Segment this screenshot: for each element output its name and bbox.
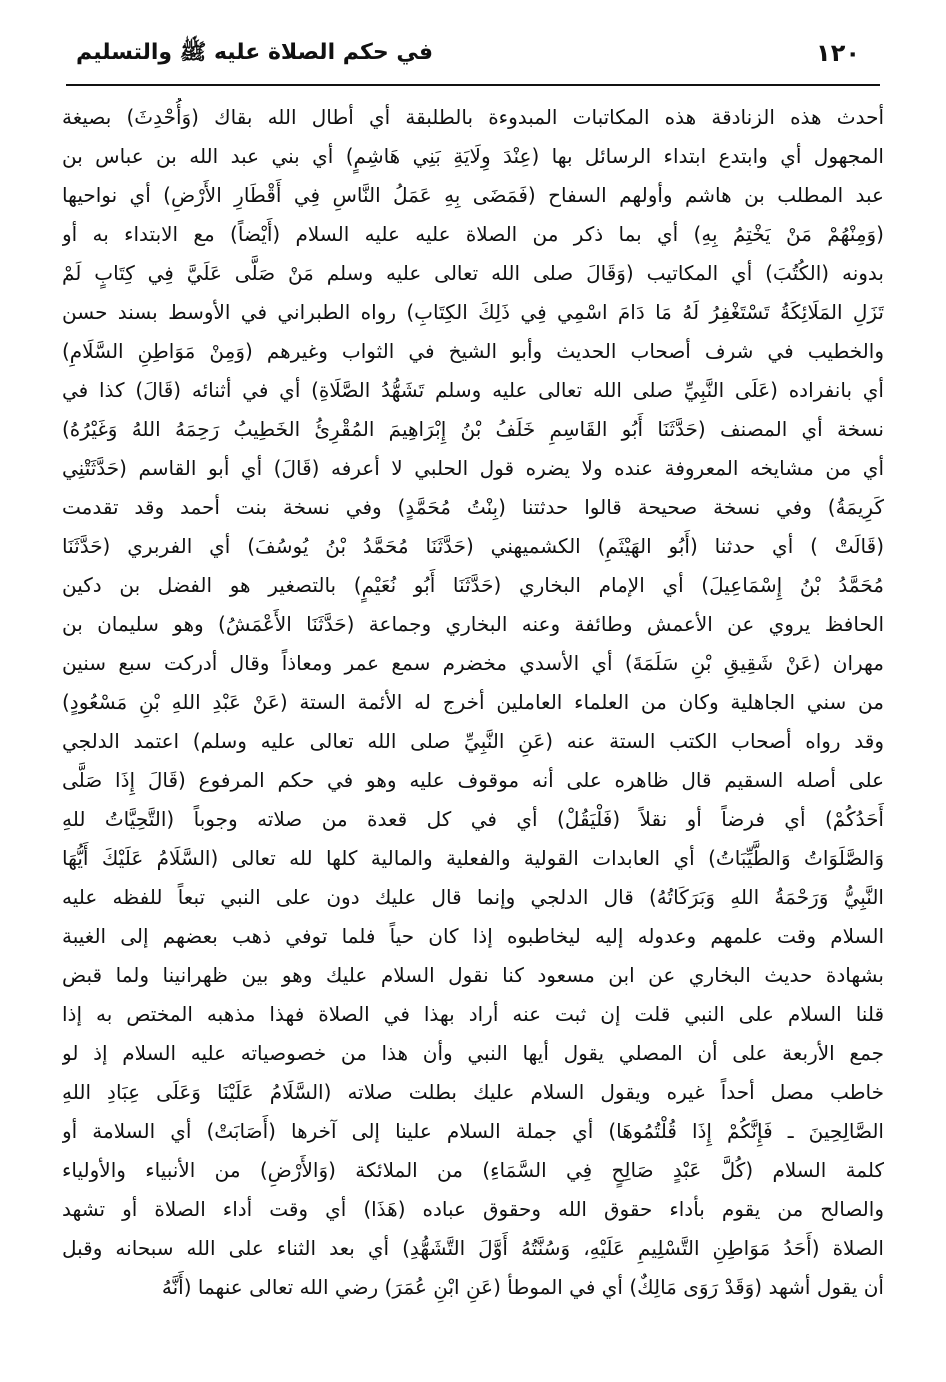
- text-line: أن يقول أشهد (وَقَدْ رَوَى مَالِكٌ) أي في الموطأ (عَنِ ابْنِ عُمَرَ) رضي الله تعالى عنهما (أَنَّهُ: [161, 1275, 884, 1299]
- text-line: جمع الأربعة على أن المصلي يقول أيها النبي وأن هذا من خصوصياته عليه السلام إذ لو: [62, 1041, 884, 1065]
- text-line: الصَّالِحِينَ ـ فَإِنَّكُمْ إِذَا قُلْتُمُوهَا) أي جملة السلام علينا إلى آخرها (أَصَابَتْ) أي السلامة أو: [62, 1119, 884, 1143]
- text-line: بدونه (الكُتُبَ) أي المكاتيب (وَقَالَ صلى الله تعالى عليه وسلم مَنْ صَلَّى عَلَيَّ فِي كِتَابٍ لَمْ: [62, 261, 884, 285]
- text-line: المجهول أي وابتدع ابتداء الرسائل بها (عِنْدَ وِلَايَةِ بَنِي هَاشِمٍ) أي بني عبد الله بن عباس بن: [62, 144, 884, 168]
- text-line: وقد رواه أصحاب الكتب الستة عنه (عَنِ النَّبِيِّ صلى الله تعالى عليه وسلم) اعتمد الدلجي: [62, 729, 884, 753]
- text-line: وَالصَّلَوَاتُ وَالطَّيِّبَاتُ) أي العابدات القولية والفعلية والمالية كلها لله تعالى (السَّلَامُ عَلَيْكَ أَيُّهَا: [62, 846, 884, 870]
- text-line: قلنا السلام على النبي قلت إن ثبت عنه أراد بهذا في الصلاة فهذا مذهبه المختص به إذا: [62, 1002, 884, 1026]
- body-text: [62, 98, 884, 1307]
- text-line: أي بانفراده (عَلَى النَّبِيِّ صلى الله تعالى عليه وسلم تَشَهُّدُ الصَّلَاةِ) أي في أثنائه (قَالَ) كذا في: [62, 378, 884, 402]
- text-line: خاطب مصل أحداً غيره ويقول السلام عليك بطلت صلاته (السَّلَامُ عَلَيْنَا وَعَلَى عِبَادِ اللهِ: [62, 1080, 884, 1104]
- text-line: الحافظ يروي عن الأعمش وطائفة وعنه البخاري وجماعة (حَدَّثَنَا الأَعْمَشُ) وهو سليمان بن: [62, 612, 884, 636]
- text-line: النَّبِيُّ وَرَحْمَةُ اللهِ وَبَرَكَاتُهُ) قال الدلجي وإنما قال عليك دون على النبي تبعاً للفظه عليه: [62, 885, 884, 909]
- text-line: على أصله السقيم قال ظاهره على أنه موقوف عليه وهو في حكم المرفوع (قَالَ إِذَا صَلَّى: [62, 768, 884, 792]
- text-line: تَزَلِ المَلَائِكَةُ تَسْتَغْفِرُ لَهُ مَا دَامَ اسْمِي فِي ذَلِكَ الكِتَابِ) رواه الطبراني في الأوسط بسند حسن: [62, 300, 884, 324]
- text-line: بشهادة حديث البخاري عن ابن مسعود كنا نقول السلام عليك وهو بين ظهرانينا ولما قبض: [62, 963, 884, 987]
- text-line: كَرِيمَةُ) وفي نسخة صحيحة قالوا حدثتنا (بِنْتُ مُحَمَّدٍ) وفي نسخة بنت أحمد وقد تقدمت: [62, 495, 884, 519]
- text-line: والخطيب في شرف أصحاب الحديث وأبو الشيخ في الثواب وغيرهم (وَمِنْ مَوَاطِنِ السَّلَامِ): [62, 339, 884, 363]
- text-line: والصالح من يقوم بأداء حقوق الله وحقوق عباده (هَذَا) أي وقت أداء الصلاة أو تشهد: [62, 1197, 884, 1221]
- text-line: السلام وقت علمهم وعدوله إليه ليخاطبوه إذا كان حياً فلما توفي ذهب بعضهم إلى الغيبة: [62, 924, 884, 948]
- text-line: أحدث هذه الزنادقة هذه المكاتبات المبدوءة بالطلبقة أي أطال الله بقاك (وَأُحْدِثَ) بصيغة: [62, 105, 884, 129]
- text-line: الصلاة (أَحَدُ مَوَاطِنِ التَّسْلِيمِ عَلَيْهِ، وَسُنَّتُهُ أَوَّلَ التَّشَهُّدِ) أي بعد الثناء على الله سبحانه وقبل: [62, 1236, 884, 1260]
- text-line: مُحَمَّدُ بْنُ إِسْمَاعِيلَ) أي الإمام البخاري (حَدَّثَنَا أَبُو نُعَيْمٍ) بالتصغير هو الفضل بن دكين: [62, 573, 884, 597]
- text-line: (وَمِنْهُمْ مَنْ يَخْتِمُ بِهِ) أي بما ذكر من الصلاة عليه عليه السلام (أَيْضاً) مع الابتداء به أو: [62, 222, 884, 246]
- page-header: [66, 34, 880, 74]
- text-line: من سني الجاهلية وكان من العلماء العاملين أخرج له الأئمة الستة (عَنْ عَبْدِ اللهِ بْنِ مَسْعُودٍ): [62, 690, 884, 714]
- text-line: كلمة السلام (كُلَّ عَبْدٍ صَالِحٍ فِي السَّمَاءِ) من الملائكة (وَالأَرْضِ) من الأنبياء والأولياء: [62, 1158, 884, 1182]
- text-line: أَحَدُكُمْ) أي فرضاً أو نقلاً (فَلْيَقُلْ) أي في كل قعدة من صلاته وجوباً (التَّحِيَّاتُ للهِ: [62, 807, 884, 831]
- text-line: أي من مشايخه المعروفة عنده ولا يضره قول الحلبي لا أعرفه (قَالَ) أي أبو القاسم (حَدَّثَتْنِي: [62, 456, 884, 480]
- text-line: عبد المطلب بن هاشم وأولهم السفاح (فَمَضَى بِهِ عَمَلُ النَّاسِ فِي أَقْطَارِ الأَرْضِ) أي نواحيها: [62, 183, 884, 207]
- text-line: (قَالَتْ ) أي حدثنا (أَبُو الهَيْثَمِ) الكشميهني (حَدَّثَنَا مُحَمَّدُ بْنُ يُوسُفَ) أي الفربري (حَدَّثَنَا: [62, 534, 884, 558]
- page-number: ١٢٠: [816, 39, 860, 67]
- running-title: في حكم الصلاة عليه ﷺ والتسليم: [76, 40, 433, 65]
- header-divider: [66, 84, 880, 86]
- text-line: نسخة أي المصنف (حَدَّثَنَا أَبُو القَاسِمِ خَلَفُ بْنُ إِبْرَاهِيمَ المُقْرِئُ الخَطِيبُ رَحِمَهُ اللهُ وَغَيْرُهُ): [62, 417, 884, 441]
- text-line: مهران (عَنْ شَقِيقِ بْنِ سَلَمَةَ) أي الأسدي مخضرم سمع عمر ومعاذاً وقال أدركت سبع سنين: [62, 651, 884, 675]
